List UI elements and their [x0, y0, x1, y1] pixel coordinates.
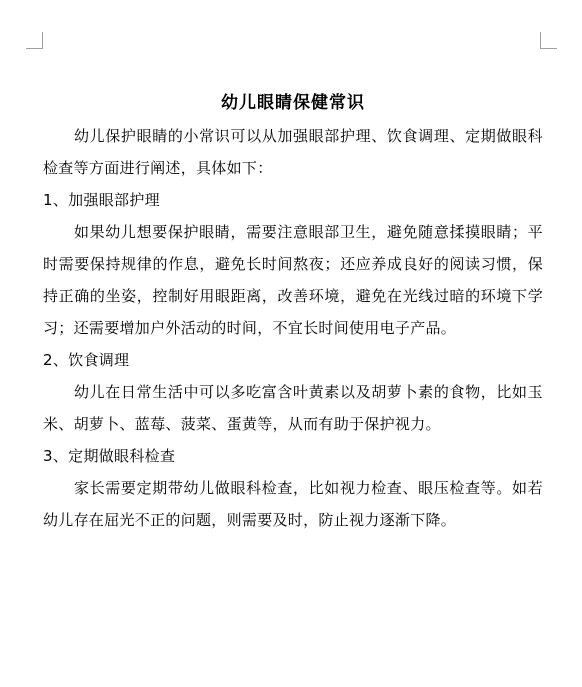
top-left-crop-mark	[26, 32, 43, 49]
document-title: 幼儿眼睛保健常识	[221, 93, 365, 113]
intro-paragraph: 幼儿保护眼睛的小常识可以从加强眼部护理、饮食调理、定期做眼科检查等方面进行阐述，具体如下：	[43, 127, 543, 177]
section-body-eye-care: 如果幼儿想要保护眼睛，需要注意眼部卫生，避免随意揉摸眼睛；平时需要保持规律的作息，避免长时间熬夜；还应养成良好的阅读习惯，保持正确的坐姿，控制好用眼距离，改善环境，避免在光线过暗的环境下学习；还需要增加户外活动的时间，不宜长时间使用电子产品。	[43, 223, 543, 337]
section-heading-checkup: 3、定期做眼科检查	[43, 447, 176, 465]
section-body-diet: 幼儿在日常生活中可以多吃富含叶黄素以及胡萝卜素的食物，比如玉米、胡萝卜、蓝莓、菠菜、蛋黄等，从而有助于保护视力。	[43, 383, 543, 433]
document-body	[43, 86, 543, 536]
section-heading-diet: 2、饮食调理	[43, 351, 130, 369]
top-right-crop-mark	[540, 32, 557, 49]
section-heading-eye-care: 1、加强眼部护理	[43, 191, 160, 209]
section-body-checkup: 家长需要定期带幼儿做眼科检查，比如视力检查、眼压检查等。如若幼儿存在屈光不正的问题，则需要及时，防止视力逐渐下降。	[43, 479, 543, 529]
